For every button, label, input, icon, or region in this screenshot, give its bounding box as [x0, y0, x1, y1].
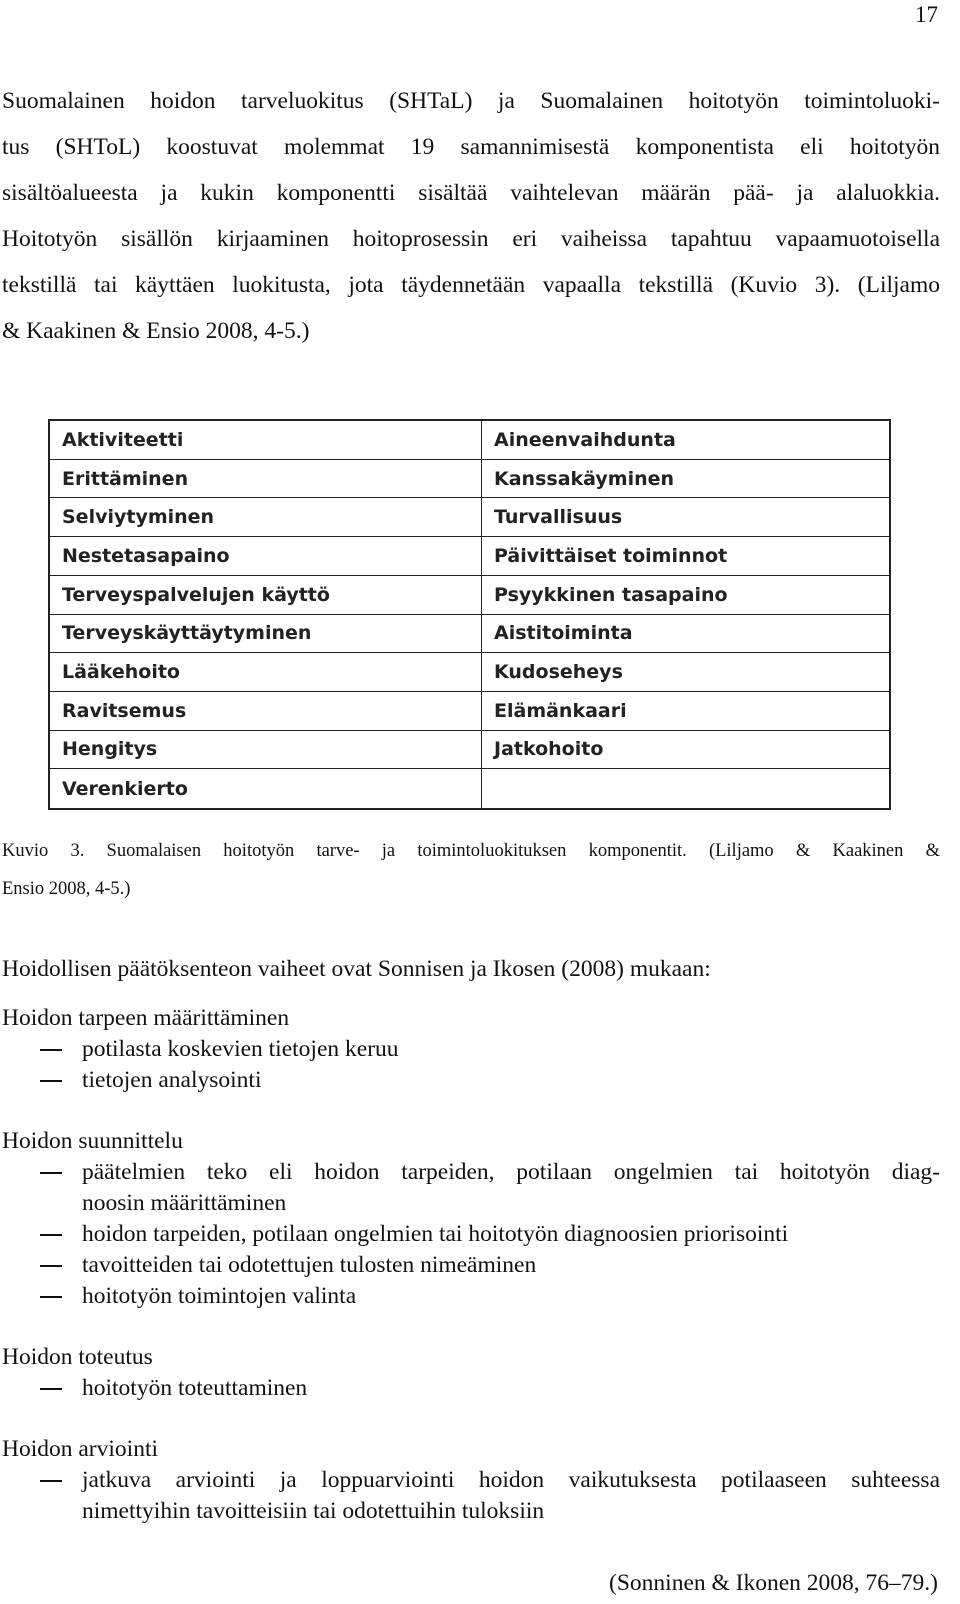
table-cell: Psyykkinen tasapaino: [482, 576, 889, 615]
phase-section: [2, 1434, 940, 1527]
body-paragraph: [2, 78, 940, 354]
source-citation: (Sonninen & Ikonen 2008, 76–79.): [609, 1570, 938, 1596]
table-cell: Terveyskäyttäytyminen: [50, 615, 482, 654]
list-item-text: nimettyihin tavoitteisiin tai odotettuihin tuloksiin: [82, 1498, 545, 1524]
phase-list: [2, 1003, 940, 1557]
phases-intro: Hoidollisen päätöksenteon vaiheet ovat Sonnisen ja Ikosen (2008) mukaan:: [2, 956, 711, 982]
table-cell: Päivittäiset toiminnot: [482, 537, 889, 576]
phase-title: Hoidon toteutus: [2, 1344, 153, 1370]
table-cell: [482, 769, 889, 808]
table-cell: Kudoseheys: [482, 653, 889, 692]
table-cell: Turvallisuus: [482, 498, 889, 537]
dash-bullet-icon: [40, 1480, 62, 1482]
components-table: [48, 419, 891, 810]
phase-section: [2, 1003, 940, 1096]
dash-bullet-icon: [40, 1172, 62, 1174]
table-cell: Nestetasapaino: [50, 537, 482, 576]
list-item-text: hoitotyön toteuttaminen: [82, 1375, 308, 1401]
paragraph-line: & Kaakinen & Ensio 2008, 4-5.): [2, 318, 310, 344]
phase-title: Hoidon arviointi: [2, 1436, 158, 1462]
table-cell: Ravitsemus: [50, 692, 482, 731]
table-cell: Hengitys: [50, 731, 482, 770]
table-cell: Aistitoiminta: [482, 615, 889, 654]
list-item-text: jatkuva arviointi ja loppuarviointi hoidon vaikutuksesta potilaaseen suhteessa: [82, 1467, 940, 1493]
paragraph-line: Hoitotyön sisällön kirjaaminen hoitoprosessin eri vaiheissa tapahtuu vapaamuotoisella: [2, 226, 940, 252]
dash-bullet-icon: [40, 1388, 62, 1390]
paragraph-line: tekstillä tai käyttäen luokitusta, jota täydennetään vapaalla tekstillä (Kuvio 3). (Liljamo: [2, 272, 940, 298]
table-cell: Erittäminen: [50, 460, 482, 499]
list-item: [2, 1034, 940, 1065]
list-item-text: hoidon tarpeiden, potilaan ongelmien tai hoitotyön diagnoosien priorisointi: [82, 1221, 789, 1247]
phase-section: [2, 1126, 940, 1312]
list-item-text: potilasta koskevien tietojen keruu: [82, 1036, 399, 1062]
page-number: 17: [915, 2, 938, 27]
list-item: [2, 1465, 940, 1527]
table-cell: Terveyspalvelujen käyttö: [50, 576, 482, 615]
table-cell: Lääkehoito: [50, 653, 482, 692]
list-item: [2, 1219, 940, 1250]
list-item: [2, 1065, 940, 1096]
dash-bullet-icon: [40, 1265, 62, 1267]
dash-bullet-icon: [40, 1049, 62, 1051]
table-cell: Aktiviteetti: [50, 421, 482, 460]
list-item-text: tietojen analysointi: [82, 1067, 262, 1093]
figure-caption: [2, 832, 940, 908]
table-cell: Verenkierto: [50, 769, 482, 808]
table-cell: Elämänkaari: [482, 692, 889, 731]
list-item: [2, 1281, 940, 1312]
table-cell: Jatkohoito: [482, 731, 889, 770]
table-cell: Selviytyminen: [50, 498, 482, 537]
list-item-text: tavoitteiden tai odotettujen tulosten nimeäminen: [82, 1252, 537, 1278]
table-cell: Aineenvaihdunta: [482, 421, 889, 460]
table-cell: Kanssakäyminen: [482, 460, 889, 499]
paragraph-line: sisältöalueesta ja kukin komponentti sisältää vaihtelevan määrän pää- ja alaluokkia.: [2, 180, 940, 206]
list-item: [2, 1373, 940, 1404]
dash-bullet-icon: [40, 1234, 62, 1236]
phase-section: [2, 1342, 940, 1404]
paragraph-line: tus (SHToL) koostuvat molemmat 19 samannimisestä komponentista eli hoitotyön: [2, 134, 940, 160]
caption-line: Kuvio 3. Suomalaisen hoitotyön tarve- ja toimintoluokituksen komponentit. (Liljamo & Kaakinen &: [2, 841, 940, 861]
caption-line: Ensio 2008, 4-5.): [2, 879, 131, 899]
paragraph-line: Suomalainen hoidon tarveluokitus (SHTaL) ja Suomalainen hoitotyön toimintoluoki-: [2, 88, 940, 114]
list-item-text: hoitotyön toimintojen valinta: [82, 1283, 357, 1309]
list-item-text: noosin määrittäminen: [82, 1190, 287, 1216]
list-item: [2, 1157, 940, 1219]
dash-bullet-icon: [40, 1080, 62, 1082]
list-item: [2, 1250, 940, 1281]
dash-bullet-icon: [40, 1296, 62, 1298]
phase-title: Hoidon suunnittelu: [2, 1128, 183, 1154]
phase-title: Hoidon tarpeen määrittäminen: [2, 1005, 290, 1031]
list-item-text: päätelmien teko eli hoidon tarpeiden, potilaan ongelmien tai hoitotyön diag-: [82, 1159, 940, 1185]
